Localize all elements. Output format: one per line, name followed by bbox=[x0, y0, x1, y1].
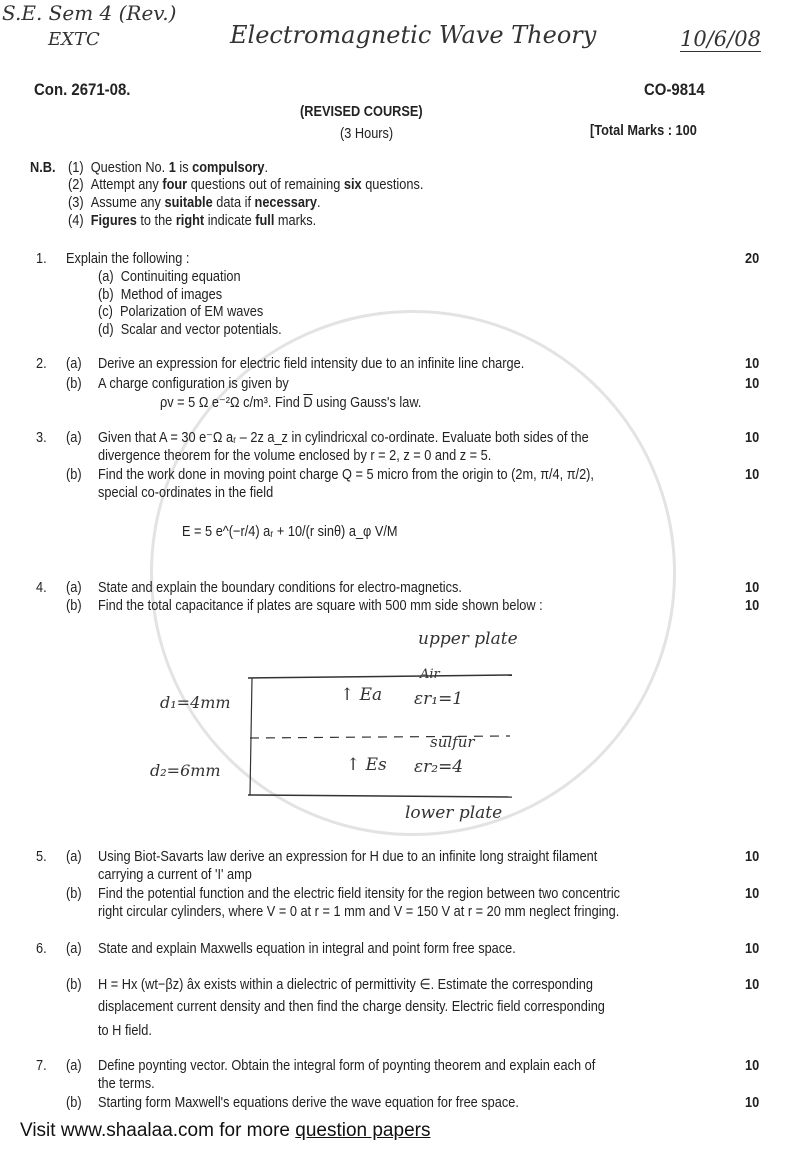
q5-b-label: (b) bbox=[66, 886, 82, 902]
q1-marks: 20 bbox=[745, 251, 760, 267]
q7-b-marks: 10 bbox=[745, 1095, 760, 1111]
q7-a-text-2: the terms. bbox=[98, 1076, 155, 1092]
dimension-line bbox=[250, 678, 252, 795]
q7-b-text: Starting form Maxwell's equations derive the wave equation for free space. bbox=[98, 1095, 519, 1111]
q1-text: Explain the following : bbox=[66, 251, 190, 267]
q6-a-marks: 10 bbox=[745, 941, 760, 957]
q2-b-label: (b) bbox=[66, 376, 82, 392]
er2-label: εr₂=4 bbox=[414, 757, 464, 777]
total-marks: [Total Marks : 100 bbox=[590, 123, 697, 139]
handwritten-branch: EXTC bbox=[48, 29, 100, 50]
nb-item-1: (1) Question No. 1 is compulsory. bbox=[68, 160, 269, 176]
q5-b-text-2: right circular cylinders, where V = 0 at r = 1 mm and V = 150 V at r = 20 mm neglect fringing. bbox=[98, 904, 620, 920]
question-papers-link[interactable]: question papers bbox=[295, 1120, 431, 1141]
capacitor-diagram bbox=[0, 620, 800, 840]
q6-a-text: State and explain Maxwells equation in integral and point form free space. bbox=[98, 941, 516, 957]
air-label: Air bbox=[420, 667, 440, 682]
q7-a-label: (a) bbox=[66, 1058, 82, 1074]
q5-a-text-2: carrying a current of 'I' amp bbox=[98, 867, 252, 883]
q7-a-marks: 10 bbox=[745, 1058, 760, 1074]
q1-number: 1. bbox=[36, 251, 47, 267]
q3-b-formula: E = 5 e^(−r/4) aᵣ + 10/(r sinθ) a_φ V/M bbox=[182, 524, 398, 540]
q7-number: 7. bbox=[36, 1058, 47, 1074]
q4-b-label: (b) bbox=[66, 598, 82, 614]
er1-label: εr₁=1 bbox=[414, 689, 464, 709]
nb-item-2: (2) Attempt any four questions out of remaining six questions. bbox=[68, 177, 424, 193]
q2-number: 2. bbox=[36, 356, 47, 372]
paper-code: CO-9814 bbox=[644, 80, 705, 99]
q3-b-text-2: special co-ordinates in the field bbox=[98, 485, 274, 501]
q5-a-text-1: Using Biot-Savarts law derive an expression for H due to an infinite long straight filament bbox=[98, 849, 598, 865]
q2-a-marks: 10 bbox=[745, 356, 760, 372]
q6-a-label: (a) bbox=[66, 941, 82, 957]
q6-b-label: (b) bbox=[66, 977, 82, 993]
q5-b-text-1: Find the potential function and the electric field itensity for the region between two concentric bbox=[98, 886, 621, 902]
ea-label: ↑ Ea bbox=[340, 685, 383, 705]
q4-number: 4. bbox=[36, 580, 47, 596]
q5-a-label: (a) bbox=[66, 849, 82, 865]
q3-b-text-1: Find the work done in moving point charge Q = 5 micro from the origin to (2m, π/4, π/2), bbox=[98, 467, 594, 483]
course-type: (REVISED COURSE) bbox=[300, 104, 423, 120]
q3-a-text-1: Given that A = 30 e⁻Ω aᵣ – 2z a_z in cylindricxal co-ordinate. Evaluate both sides of the bbox=[98, 430, 589, 446]
q4-a-label: (a) bbox=[66, 580, 82, 596]
q3-a-text-2: divergence theorem for the volume enclosed by r = 2, z = 0 and z = 5. bbox=[98, 448, 492, 464]
q7-b-label: (b) bbox=[66, 1095, 82, 1111]
q2-a-label: (a) bbox=[66, 356, 82, 372]
q3-number: 3. bbox=[36, 430, 47, 446]
q1-item-d: (d) Scalar and vector potentials. bbox=[98, 322, 282, 338]
q5-number: 5. bbox=[36, 849, 47, 865]
q4-a-text: State and explain the boundary conditions for electro-magnetics. bbox=[98, 580, 462, 596]
q6-b-marks: 10 bbox=[745, 977, 760, 993]
nb-item-3: (3) Assume any suitable data if necessary. bbox=[68, 195, 321, 211]
handwritten-subject: Electromagnetic Wave Theory bbox=[230, 21, 597, 49]
q6-b-text-2: displacement current density and then find the charge density. Electric field corresponding bbox=[98, 999, 605, 1015]
q3-b-marks: 10 bbox=[745, 467, 760, 483]
q7-a-text-1: Define poynting vector. Obtain the integral form of poynting theorem and explain each of bbox=[98, 1058, 596, 1074]
q4-a-marks: 10 bbox=[745, 580, 760, 596]
handwritten-class: S.E. Sem 4 (Rev.) bbox=[2, 1, 177, 25]
q3-a-label: (a) bbox=[66, 430, 82, 446]
q2-b-formula: ρv = 5 Ω e⁻²Ω c/m³. Find $\overline{D}$ using Gauss's law. bbox=[160, 395, 422, 411]
q5-a-marks: 10 bbox=[745, 849, 760, 865]
q4-b-text: Find the total capacitance if plates are square with 500 mm side shown below : bbox=[98, 598, 543, 614]
es-label: ↑ Es bbox=[346, 755, 387, 775]
nb-label: N.B. bbox=[30, 160, 56, 176]
nb-item-4: (4) Figures to the right indicate full marks. bbox=[68, 213, 317, 229]
sulfur-label: sulfur bbox=[430, 733, 475, 751]
lower-plate-line bbox=[248, 795, 512, 797]
handwritten-date: 10/6/08 bbox=[680, 27, 761, 51]
d2-label: d₂=6mm bbox=[150, 761, 221, 780]
q1-item-c: (c) Polarization of EM waves bbox=[98, 304, 264, 320]
q2-a-text: Derive an expression for electric field intensity due to an infinite line charge. bbox=[98, 356, 525, 372]
q1-item-a: (a) Continuiting equation bbox=[98, 269, 241, 285]
q2-b-text: A charge configuration is given by bbox=[98, 376, 289, 392]
con-number: Con. 2671-08. bbox=[34, 80, 131, 99]
duration: (3 Hours) bbox=[340, 126, 394, 142]
q6-b-text-3: to H field. bbox=[98, 1023, 152, 1039]
upper-plate-line bbox=[248, 675, 512, 678]
lower-plate-label: lower plate bbox=[405, 803, 503, 823]
q6-number: 6. bbox=[36, 941, 47, 957]
q2-b-marks: 10 bbox=[745, 376, 760, 392]
q1-item-b: (b) Method of images bbox=[98, 287, 223, 303]
footer bbox=[20, 1120, 430, 1142]
q3-a-marks: 10 bbox=[745, 430, 760, 446]
q6-b-text-1: H = Hx (wt−βz) âx exists within a dielectric of permittivity ∈. Estimate the corresponding bbox=[98, 977, 593, 993]
footer-text: Visit www.shaalaa.com for more bbox=[20, 1120, 296, 1141]
d1-label: d₁=4mm bbox=[160, 693, 231, 712]
q5-b-marks: 10 bbox=[745, 886, 760, 902]
q3-b-label: (b) bbox=[66, 467, 82, 483]
q4-b-marks: 10 bbox=[745, 598, 760, 614]
upper-plate-label: upper plate bbox=[418, 629, 518, 649]
